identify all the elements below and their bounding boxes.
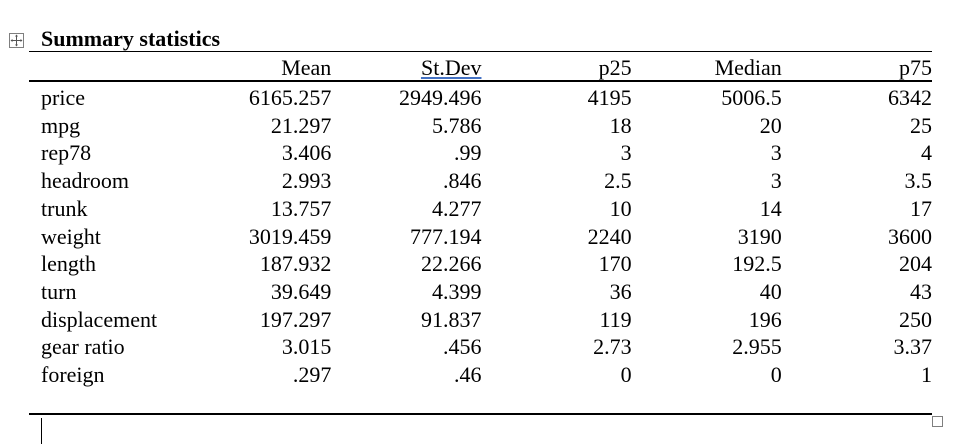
column-header-stdev[interactable] [331,54,481,82]
cell-stdev[interactable]: .456 [442,334,482,360]
column-header-variable[interactable] [29,54,181,82]
cell-p75[interactable]: 43 [910,278,932,304]
bottom-rule [29,413,932,415]
cell-mean[interactable]: 187.932 [259,251,332,277]
cell-mean[interactable]: .297 [292,362,332,388]
cell-p25[interactable]: 4195 [587,85,632,110]
cell-mean[interactable]: 21.297 [270,112,332,138]
cell-median[interactable]: 14 [759,195,782,221]
cell-variable[interactable]: turn [41,278,77,304]
table-title: Summary statistics [41,26,221,51]
cell-p25[interactable]: 3 [620,140,632,166]
cell-p75[interactable]: 3.5 [904,168,932,194]
cell-variable[interactable]: gear ratio [41,334,125,360]
cell-stdev[interactable]: .846 [442,168,482,194]
cell-median[interactable]: 3 [770,140,782,166]
cell-p75[interactable]: 1 [921,362,932,388]
cell-median[interactable]: 196 [748,306,782,332]
cell-p75[interactable]: 17 [910,195,932,221]
cell-p25[interactable]: 170 [598,251,632,277]
cell-mean[interactable]: 197.297 [259,306,332,332]
cell-median[interactable]: 40 [759,278,782,304]
cell-p25[interactable]: 36 [609,278,632,304]
cell-stdev[interactable]: 4.277 [431,195,482,221]
summary-statistics-table [29,54,932,389]
cell-p75[interactable]: 204 [899,251,932,277]
cell-p75[interactable]: 3600 [888,223,932,249]
cell-variable[interactable]: price [41,85,85,110]
table-end-marker-icon [932,416,943,427]
table-body [29,82,932,389]
cell-p25[interactable]: 2240 [587,223,632,249]
cell-p75[interactable]: 4 [921,140,932,166]
cell-p25[interactable]: 2.73 [593,334,632,360]
cell-median[interactable]: 3190 [737,223,782,249]
cell-mean[interactable]: 6165.257 [248,85,332,110]
cell-p25[interactable]: 119 [599,306,632,332]
cell-median[interactable]: 20 [759,112,782,138]
title-rule [29,51,932,52]
cell-variable[interactable]: headroom [41,168,129,194]
cell-stdev[interactable]: 4.399 [431,278,482,304]
cell-mean[interactable]: 3.015 [281,334,332,360]
cell-variable[interactable]: trunk [41,195,88,221]
cell-mean[interactable]: 13.757 [270,195,332,221]
cell-variable[interactable]: mpg [41,112,81,138]
table-row [29,223,932,251]
cell-mean[interactable]: 3019.459 [248,223,332,249]
table-move-handle-icon[interactable] [9,33,24,48]
cell-stdev[interactable]: 22.266 [420,251,482,277]
cell-stdev[interactable]: 91.837 [420,306,482,332]
column-header-stdev-label: St.Dev [420,55,482,80]
cell-median[interactable]: 0 [770,362,782,388]
table-row [29,361,932,389]
text-cursor [41,418,42,444]
cell-variable[interactable]: weight [41,223,101,249]
cell-variable[interactable]: length [41,251,96,277]
cell-p75[interactable]: 3.37 [893,334,932,360]
cell-mean[interactable]: 3.406 [281,140,332,166]
cell-p25[interactable]: 2.5 [604,168,632,194]
cell-variable[interactable]: rep78 [41,140,92,166]
cell-p25[interactable]: 18 [609,112,632,138]
table-row [29,306,932,334]
cell-p75[interactable]: 6342 [888,85,932,110]
column-header-p25[interactable]: p25 [598,55,632,80]
cell-variable[interactable]: displacement [41,306,158,332]
column-header-median[interactable]: Median [714,55,782,80]
column-header-mean[interactable]: Mean [281,55,332,80]
cell-stdev[interactable]: 2949.496 [398,85,482,110]
cell-median[interactable]: 2.955 [732,334,782,360]
table-row [29,250,932,278]
cell-variable[interactable]: foreign [41,362,105,388]
column-header-p75[interactable]: p75 [899,55,932,80]
cell-median[interactable]: 5006.5 [721,85,782,110]
cell-stdev[interactable]: .99 [453,140,482,166]
table-row [29,278,932,306]
cell-stdev[interactable]: .46 [453,362,482,388]
cell-median[interactable]: 192.5 [732,251,782,277]
cell-p75[interactable]: 250 [899,306,932,332]
header-row [29,54,932,82]
cell-stdev[interactable]: 777.194 [409,223,482,249]
cell-mean[interactable]: 2.993 [281,168,332,194]
cell-p75[interactable]: 25 [910,112,932,138]
table-row [29,167,932,195]
table-row [29,333,932,361]
table-row [29,139,932,167]
cell-median[interactable]: 3 [770,168,782,194]
table-row [29,82,932,112]
cell-p25[interactable]: 10 [609,195,632,221]
cell-p25[interactable]: 0 [620,362,632,388]
table-row [29,112,932,140]
cell-stdev[interactable]: 5.786 [431,112,482,138]
table-row [29,195,932,223]
cell-mean[interactable]: 39.649 [270,278,332,304]
